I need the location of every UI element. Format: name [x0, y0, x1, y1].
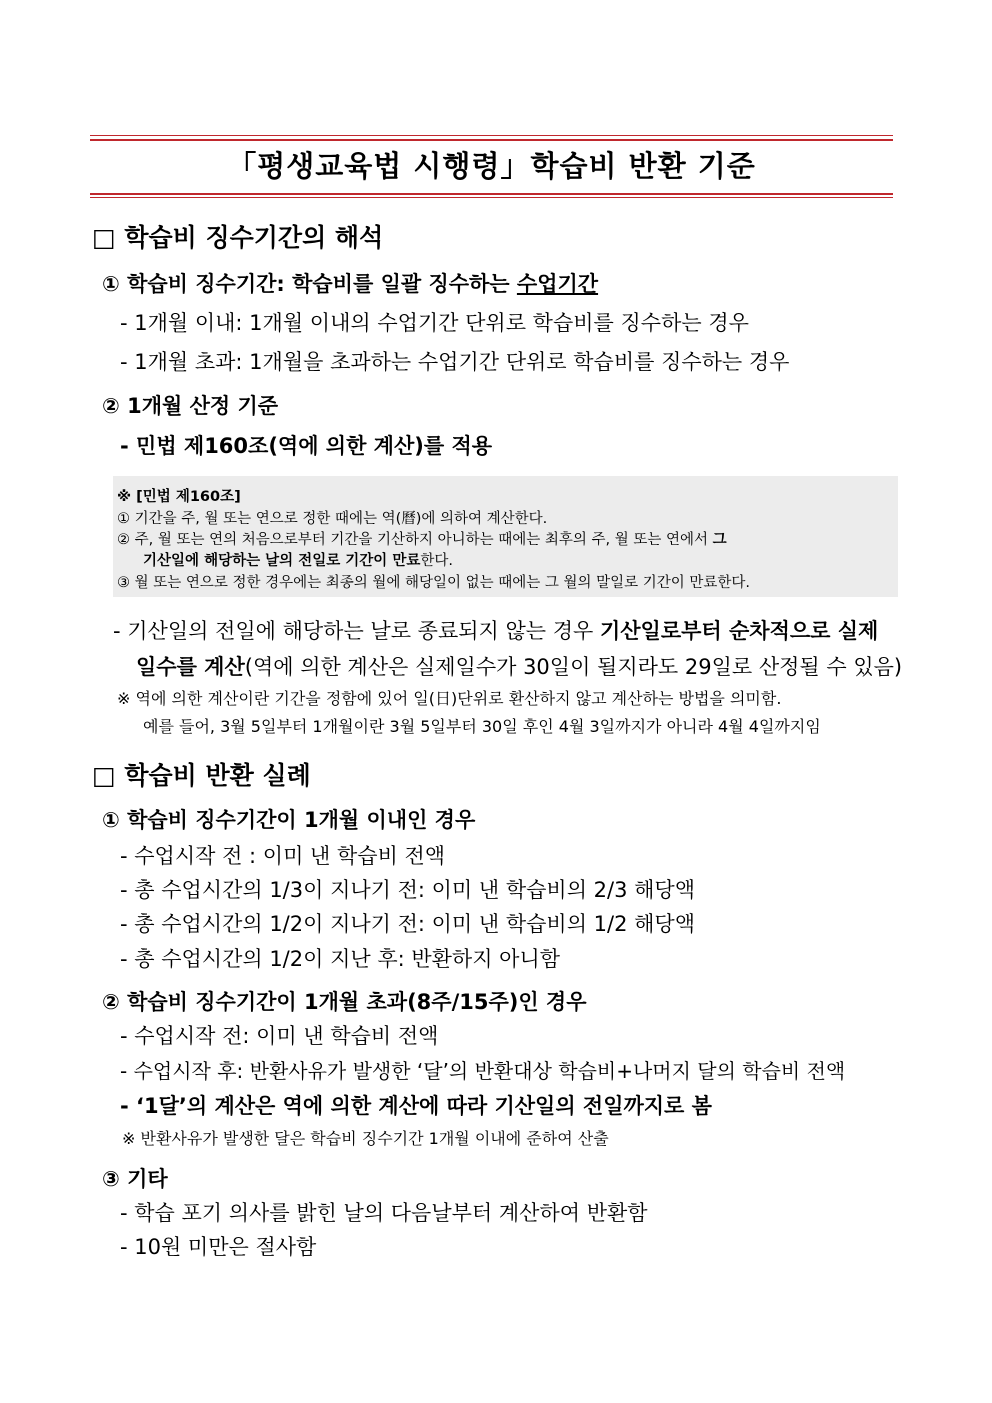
civil-law-note-line3 — [143, 549, 453, 570]
section2-item2-label: ② 학습비 징수기간이 1개월 초과(8주/15주)인 경우 — [102, 990, 587, 1014]
explain-line2-text: (역에 의한 계산은 실제일수가 30일이 될지라도 29일로 산정될 수 있음) — [244, 655, 903, 679]
civil-law-note-line2-bold: 그 — [712, 532, 727, 548]
page-title: 「평생교육법 시행령」학습비 반환 기준 — [227, 149, 756, 183]
title-rule-top-1 — [90, 135, 893, 136]
civil-law-note-line2 — [117, 528, 727, 549]
explain-line1-text: - 기산일의 전일에 해당하는 날로 종료되지 않는 경우 — [113, 619, 600, 643]
section1-heading: □ 학습비 징수기간의 해석 — [92, 223, 384, 252]
section2-item3-label: ③ 기타 — [102, 1167, 168, 1191]
list-item: - 총 수업시간의 1/3이 지나기 전: 이미 낸 학습비의 2/3 해당액 — [120, 878, 696, 902]
title-rule-bottom-2 — [90, 197, 893, 198]
explain-note2: 예를 들어, 3월 5일부터 1개월이란 3월 5일부터 30일 후인 4월 3일까지가 아니라 4월 4일까지임 — [143, 717, 821, 736]
list-item: - 10원 미만은 절사함 — [120, 1235, 317, 1259]
section1-item1-prefix: ① 학습비 징수기간: 학습비를 일괄 징수하는 — [102, 272, 517, 296]
list-item: - 총 수업시간의 1/2이 지난 후: 반환하지 아니함 — [120, 947, 561, 971]
explain-line2 — [136, 651, 902, 681]
explain-line2-bold: 일수를 계산 — [136, 655, 245, 679]
list-item: - 수업시작 전 : 이미 낸 학습비 전액 — [120, 844, 446, 868]
list-item: - 민법 제160조(역에 의한 계산)를 적용 — [120, 434, 493, 458]
list-item: - 1개월 이내: 1개월 이내의 수업기간 단위로 학습비를 징수하는 경우 — [120, 311, 749, 335]
list-item: - 수업시작 전: 이미 낸 학습비 전액 — [120, 1024, 439, 1048]
section2-item2-note: ※ 반환사유가 발생한 달은 학습비 징수기간 1개월 이내에 준하여 산출 — [122, 1129, 609, 1148]
explain-line1-bold: 기산일로부터 순차적으로 실제 — [599, 619, 879, 643]
list-item-bold: - ‘1달’의 계산은 역에 의한 계산에 따라 기산일의 전일까지로 봄 — [120, 1094, 712, 1118]
civil-law-note-line1: ① 기간을 주, 월 또는 연으로 정한 때에는 역(曆)에 의하여 계산한다. — [117, 511, 548, 527]
civil-law-note-line3-text: 한다. — [420, 553, 453, 569]
section1-item1-label — [102, 268, 598, 298]
section2-heading: □ 학습비 반환 실례 — [92, 761, 311, 790]
section1-item1-underlined: 수업기간 — [516, 272, 599, 296]
civil-law-note-line2-text: ② 주, 월 또는 연의 처음으로부터 기간을 기산하지 아니하는 때에는 최후의 주, 월 또는 연에서 — [117, 532, 713, 548]
section2-item1-label: ① 학습비 징수기간이 1개월 이내인 경우 — [102, 808, 476, 832]
list-item: - 수업시작 후: 반환사유가 발생한 ‘달’의 반환대상 학습비+나머지 달의 학습비 전액 — [120, 1059, 846, 1083]
list-item: - 학습 포기 의사를 밝힌 날의 다음날부터 계산하여 반환함 — [120, 1201, 648, 1225]
civil-law-note-line3-bold: 기산일에 해당하는 날의 전일로 기간이 만료 — [143, 553, 421, 569]
civil-law-note-line4: ③ 월 또는 연으로 정한 경우에는 최종의 월에 해당일이 없는 때에는 그 월의 말일로 기간이 만료한다. — [117, 575, 751, 591]
explain-note1: ※ 역에 의한 계산이란 기간을 정함에 있어 일(日)단위로 환산하지 않고 계산하는 방법을 의미함. — [117, 689, 782, 708]
list-item: - 1개월 초과: 1개월을 초과하는 수업기간 단위로 학습비를 징수하는 경우 — [120, 350, 790, 374]
section1-item2-label: ② 1개월 산정 기준 — [102, 394, 279, 418]
explain-line1 — [113, 615, 878, 645]
civil-law-note-title: ※ [민법 제160조] — [117, 489, 241, 505]
title-rule-bottom-1 — [90, 193, 893, 195]
list-item: - 총 수업시간의 1/2이 지나기 전: 이미 낸 학습비의 1/2 해당액 — [120, 912, 696, 936]
